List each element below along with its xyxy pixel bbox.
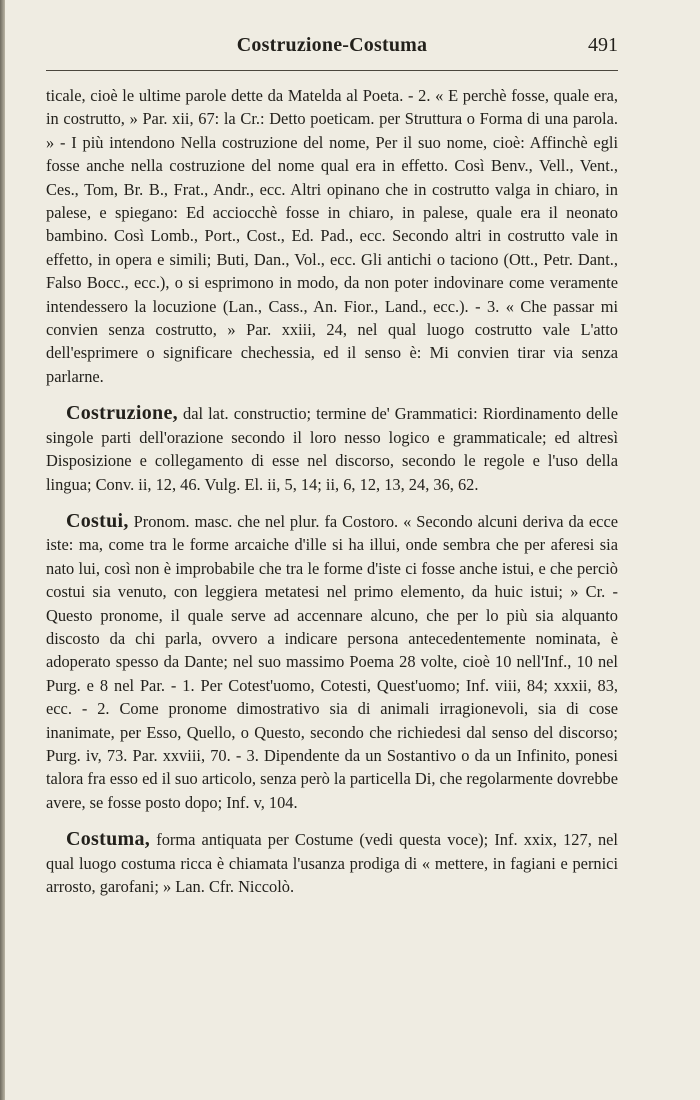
headword: Costui, [66,509,129,532]
entry-costui [46,510,618,814]
running-head: Costruzione-Costuma [236,34,428,56]
entry-costruzione [46,402,618,496]
headword: Costuma, [66,828,151,851]
page-number: 491 [588,34,618,56]
page-body [46,84,618,898]
header-rule [46,70,618,71]
entry-text: forma antiquata per Costume (vedi questa voce); Inf. xxix, 127, nel qual luogo costuma ricca è chiamata l'usanza prodiga di « mettere, in fagiani e pernici arrosto, garofani; » Lan. Cfr. Niccolò. [46,830,618,896]
entry-costuma [46,828,618,898]
page-edge [0,0,5,1100]
headword: Costruzione, [66,402,178,425]
page-header [46,34,618,66]
entry-text: Pronom. masc. che nel plur. fa Costoro. « Secondo alcuni deriva da ecce iste: ma, come tra le forme arcaiche d'ille si ha illui, onde sembra che per aferesi sia nato lui, così non è improbabile che tra le forme d'iste ci fosse anche istui, e che perciò costui sia venuto, con leggiera metatesi nel primo elemento, da huic istui; » Cr. - Questo pronome, il quale serve ad accennare alcuno, che per lo più sia alquanto discosto da chi parla, ovvero a indicare persona antecedentemente nominata, è adoperato spesso da Dante; nel suo massimo Poema 28 volte, cioè 10 nell'Inf., 10 nel Purg. e 8 nel Par. - 1. Per Cotest'uomo, Cotesti, Quest'uomo; Inf. viii, 84; xxxii, 83, ecc. - 2. Come pronome dimostrativo sia di animali irragionevoli, sia di cose inanimate, per Esso, Quello, o Questo, secondo che richiedesi dal senso del discorso; Purg. iv, 73. Par. xxviii, 70. - 3. Dipendente da un Sostantivo o da un Infinito, ponesi talora fra esso ed il suo articolo, senza però la particella Di, che regolarmente dovrebbe avere, se fosse posto dopo; Inf. v, 104. [46,511,618,812]
paragraph-continuation [46,84,618,388]
paragraph-text: ticale, cioè le ultime parole dette da Matelda al Poeta. - 2. « E perchè fosse, quale era, in costrutto, » Par. xii, 67: la Cr.: Detto poeticam. per Struttura o Forma di una parola. » - I più intendono Nella costruzione del nome, Per il suo nome, cioè: Affinchè egli fosse anche nella costruzione del nome qual era in effetto. Così Benv., Vell., Vent., Ces., Tom, Br. B., Frat., Andr., ecc. Altri opinano che in costrutto valga in chiaro, in palese, e spiegano: Ed acciocchè fosse in chiaro, in palese, quale era il neonato bambino. Così Lomb., Port., Cost., Ed. Pad., ecc. Secondo altri in costrutto vale in effetto, in opera e simili; Buti, Dan., Vol., ecc. Gli antichi o taciono (Ott., Petr. Dant., Falso Bocc., ecc.), o si esprimono in modo, da non poter indovinare come veramente intendessero la locuzione (Lan., Cass., An. Fior., Land., ecc.). - 3. « Che passar mi convien senza costrutto, » Par. xxiii, 24, nel qual luogo costrutto vale L'atto dell'esprimere o significare chechessia, ed il senso è: Mi convien tirar via senza parlarne. [46,86,618,386]
entry-text: dal lat. constructio; termine de' Grammatici: Riordinamento delle singole parti dell'orazione secondo il loro nesso logico e grammaticale; ed altresì Disposizione e collegamento di esse nel discorso, secondo le regole e l'uso della lingua; Conv. ii, 12, 46. Vulg. El. ii, 5, 14; ii, 6, 12, 13, 24, 36, 62. [46,404,618,494]
